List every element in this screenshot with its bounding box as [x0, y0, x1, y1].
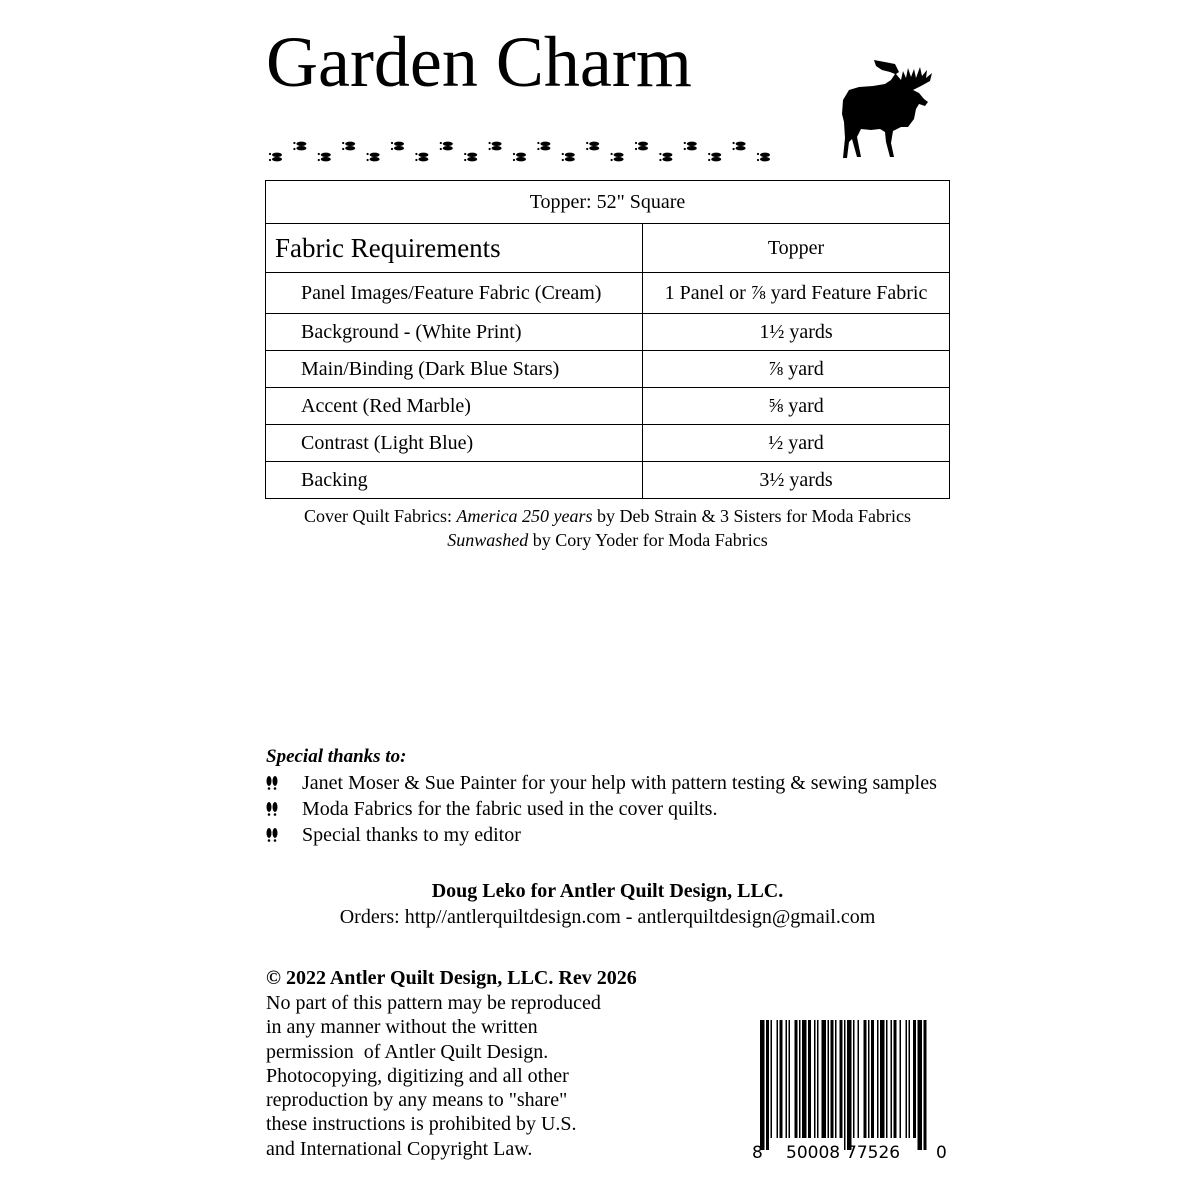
copyright-line: these instructions is prohibited by U.S. — [266, 1113, 577, 1136]
moose-silhouette-icon — [835, 58, 950, 170]
barcode-bar — [831, 1020, 834, 1138]
barcode-bar — [864, 1020, 867, 1138]
barcode-digits: 0 — [936, 1143, 947, 1163]
barcode-bar — [789, 1020, 791, 1138]
hoof-print — [537, 142, 550, 151]
barcode-bar — [847, 1020, 852, 1150]
barcode-bar — [766, 1020, 769, 1150]
hoof-print — [342, 142, 355, 151]
hoof-print — [757, 153, 770, 162]
fabric-amount: ½ yard — [643, 425, 950, 462]
copyright-line: reproduction by any means to "share" — [266, 1089, 568, 1112]
fabric-line-name: America 250 years — [456, 506, 593, 526]
barcode-bar — [771, 1020, 773, 1138]
hoof-print — [415, 153, 428, 162]
cover-fabric-credits — [265, 504, 950, 552]
credit-text: by Deb Strain & 3 Sisters for Moda Fabrics — [592, 506, 911, 526]
copyright-line: in any manner without the written — [266, 1016, 538, 1039]
copyright-line: and International Copyright Law. — [266, 1137, 533, 1160]
barcode-digits: 8 — [752, 1143, 763, 1163]
barcode-bar — [780, 1020, 783, 1138]
barcode-bar — [802, 1020, 807, 1138]
hoof-print — [464, 153, 477, 162]
copyright-line: No part of this pattern may be reproduced — [266, 992, 601, 1014]
thanks-text: Janet Moser & Sue Painter for your help with pattern testing & sewing samples — [302, 772, 937, 794]
hoof-print — [562, 153, 575, 162]
copyright-line: permission of Antler Quilt Design. — [266, 1040, 549, 1063]
barcode-bar — [817, 1020, 819, 1138]
fabric-row — [266, 425, 950, 462]
barcode-digits: 77526 — [846, 1143, 901, 1163]
barcode-bar — [880, 1020, 885, 1138]
barcode-bar — [795, 1020, 798, 1138]
barcode-bar — [913, 1020, 916, 1138]
fabric-name: Background - (White Print) — [266, 314, 643, 351]
fabric-amount: 1 Panel or ⅞ yard Feature Fabric — [643, 273, 950, 314]
barcode-bar — [924, 1020, 927, 1150]
barcode-bar — [777, 1020, 779, 1138]
fabric-name: Accent (Red Marble) — [266, 388, 643, 425]
hoof-prints-icon — [265, 130, 795, 170]
barcode-bar — [835, 1020, 837, 1138]
barcode-bar — [894, 1020, 897, 1138]
fabric-name: Panel Images/Feature Fabric (Cream) — [266, 273, 643, 314]
hoof-print — [513, 153, 526, 162]
barcode-bar — [822, 1020, 827, 1138]
barcode-bar — [799, 1020, 801, 1138]
hoof-print-icon — [266, 828, 278, 842]
barcode-bar — [853, 1020, 855, 1138]
hoof-print — [367, 153, 380, 162]
barcode-bar — [760, 1020, 765, 1150]
barcode-bar — [871, 1020, 874, 1138]
fabric-amount: 1½ yards — [643, 314, 950, 351]
fabric-name: Contrast (Light Blue) — [266, 425, 643, 462]
hoof-print — [586, 142, 599, 151]
topper-column-header: Topper — [643, 224, 950, 273]
credit-text: by Cory Yoder for Moda Fabrics — [528, 530, 768, 550]
fabric-requirements-heading: Fabric Requirements — [266, 224, 643, 273]
hoof-print — [440, 142, 453, 151]
copyright-line: Photocopying, digitizing and all other — [266, 1064, 569, 1087]
barcode-bar — [891, 1020, 893, 1138]
barcode-bar — [828, 1020, 830, 1138]
copyright-notice — [266, 991, 666, 1161]
fabric-line-name: Sunwashed — [447, 530, 529, 550]
thanks-text: Moda Fabrics for the fabric used in the cover quilts. — [302, 798, 718, 820]
copyright-heading: © 2022 Antler Quilt Design, LLC. Rev 2026 — [266, 967, 637, 989]
fabric-amount: ⅝ yard — [643, 388, 950, 425]
hoof-print — [684, 142, 697, 151]
credit-text: Cover Quilt Fabrics: — [304, 506, 457, 526]
hoof-print — [611, 153, 624, 162]
barcode-bar — [858, 1020, 860, 1138]
hoof-print — [733, 142, 746, 151]
hoof-print — [708, 153, 721, 162]
hoof-print — [635, 142, 648, 151]
fabric-amount: ⅞ yard — [643, 351, 950, 388]
pattern-title: Garden Charm — [266, 22, 692, 102]
topper-size: Topper: 52" Square — [266, 181, 950, 224]
fabric-row — [266, 388, 950, 425]
hoof-print — [293, 142, 306, 151]
hoof-print — [489, 142, 502, 151]
fabric-name: Main/Binding (Dark Blue Stars) — [266, 351, 643, 388]
hoof-print — [659, 153, 672, 162]
barcode-bar — [840, 1020, 843, 1138]
barcode-bar — [906, 1020, 908, 1138]
thanks-text: Special thanks to my editor — [302, 824, 521, 846]
barcode-bar — [909, 1020, 911, 1138]
fabric-requirements-table — [265, 180, 950, 499]
barcode-bar — [900, 1020, 902, 1138]
hoof-print-icon — [266, 776, 278, 790]
hoof-print — [269, 153, 282, 162]
barcode-bar — [886, 1020, 888, 1138]
designer-credit: Doug Leko for Antler Quilt Design, LLC. — [431, 880, 784, 902]
barcode-bar — [877, 1020, 879, 1138]
barcode-bar — [808, 1020, 811, 1138]
orders-contact: Orders: http//antlerquiltdesign.com - antlerquiltdesign@gmail.com — [339, 906, 876, 928]
barcode-bar — [844, 1020, 846, 1150]
fabric-row — [266, 314, 950, 351]
fabric-row — [266, 351, 950, 388]
fabric-row — [266, 273, 950, 314]
barcode-bar — [814, 1020, 816, 1138]
special-thanks-heading: Special thanks to: — [266, 746, 407, 767]
hoof-print — [318, 153, 331, 162]
upc-barcode — [752, 1020, 950, 1163]
hoof-print — [391, 142, 404, 151]
barcode-digits: 50008 — [786, 1143, 841, 1163]
hoof-print-icon — [266, 802, 278, 816]
fabric-amount: 3½ yards — [643, 462, 950, 499]
barcode-bar — [918, 1020, 923, 1150]
fabric-name: Backing — [266, 462, 643, 499]
barcode-bar — [786, 1020, 788, 1138]
fabric-row — [266, 462, 950, 499]
barcode-bar — [868, 1020, 870, 1138]
